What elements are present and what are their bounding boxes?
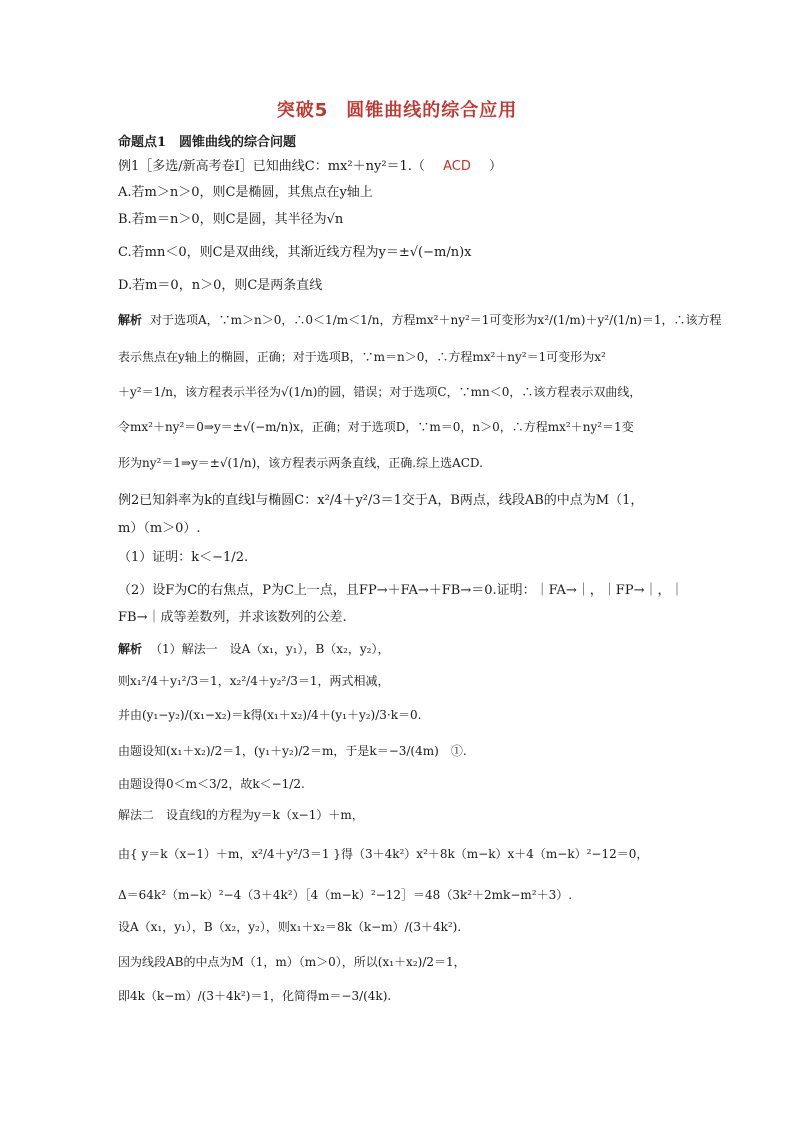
title-prefix: 突破5 — [276, 100, 329, 121]
solution-2-line-3: 并由(y₁−y₂)/(x₁−x₂)＝k得(x₁＋x₂)/4＋(y₁＋y₂)/3·k＝0. — [118, 708, 422, 722]
solution-1-line-5: 形为ny²＝1⇒y＝±√(1/n)，该方程表示两条直线，正确.综上选ACD. — [118, 456, 483, 470]
solution-2-line-6: 解法二 设直线l的方程为y＝k（x−1）＋m， — [118, 808, 364, 822]
option-a: A.若m＞n＞0，则C是椭圆，其焦点在y轴上 — [118, 185, 373, 200]
solution-2-line-9: 设A（x₁，y₁），B（x₂，y₂），则x₁＋x₂＝8k（k−m）/(3＋4k²). — [118, 920, 462, 934]
solution-2-line-5: 由题设得0＜m＜3/2，故k＜−1/2. — [118, 777, 305, 791]
topic-heading: 命题点1 圆锥曲线的综合问题 — [118, 135, 297, 150]
solution-2-line-7: 由{ y＝k（x−1）＋m，x²/4＋y²/3＝1 }得（3＋4k²）x²＋8k（m−k）x＋4（m−k）²−12＝0， — [118, 847, 649, 861]
example-1-stem — [118, 158, 678, 176]
solution-1-text-1: 对于选项A，∵m＞n＞0，∴0＜1/m＜1/n，方程mx²＋ny²＝1可变形为x²/(1/m)＋y²/(1/n)＝1，∴该方程 — [150, 313, 722, 327]
example-2-stem-1: 例2已知斜率为k的直线l与椭圆C：x²/4＋y²/3＝1交于A，B两点，线段AB的中点为M（1， — [118, 493, 644, 508]
solution-1-line-1 — [118, 311, 722, 329]
title-main: 圆锥曲线的综合应用 — [346, 100, 518, 121]
solution-label: 解析 — [118, 313, 143, 327]
example-2-part-2-line-1: （2）设F为C的右焦点，P为C上一点，且FP→＋FA→＋FB→＝0.证明：｜FA→｜，｜FP→｜，｜ — [118, 583, 684, 598]
solution-2-line-1 — [118, 640, 678, 658]
example-1-bracket-close: ） — [488, 159, 502, 174]
example-2-stem-2: m）（m＞0）. — [118, 521, 201, 536]
option-d: D.若m＝0，n＞0，则C是两条直线 — [118, 278, 323, 293]
example-1-answer: ACD — [443, 159, 471, 174]
solution-1-line-3: ＋y²＝1/n，该方程表示半径为√(1/n)的圆，错误；对于选项C，∵mn＜0，∴该方程表示双曲线， — [118, 385, 642, 399]
page-title — [0, 96, 794, 122]
example-2-part-1: （1）证明：k＜−1/2. — [118, 550, 249, 565]
solution-2-line-4: 由题设知(x₁＋x₂)/2＝1，(y₁＋y₂)/2＝m，于是k＝−3/(4m) ①. — [118, 744, 467, 758]
example-1-question: 例1［多选/新高考卷Ⅰ］已知曲线C：mx²＋ny²＝1.（ — [118, 159, 425, 174]
solution-2-text-1: （1）解法一 设A（x₁，y₁），B（x₂，y₂）， — [150, 642, 390, 656]
solution-2-line-2: 则x₁²/4＋y₁²/3＝1，x₂²/4＋y₂²/3＝1，两式相减， — [118, 674, 390, 688]
solution-label-2: 解析 — [118, 642, 143, 656]
solution-2-line-10: 因为线段AB的中点为M（1，m）（m＞0），所以(x₁＋x₂)/2＝1， — [118, 955, 466, 969]
solution-1-line-4: 令mx²＋ny²＝0⇒y＝±√(−m/n)x，正确；对于选项D，∵m＝0，n＞0，∴方程mx²＋ny²＝1变 — [118, 420, 634, 434]
option-b: B.若m＝n＞0，则C是圆，其半径为√n — [118, 212, 344, 227]
example-2-part-2-line-2: FB→｜成等差数列，并求该数列的公差. — [118, 610, 347, 625]
option-c: C.若mn＜0，则C是双曲线，其渐近线方程为y＝±√(−m/n)x — [118, 245, 472, 260]
solution-1-line-2: 表示焦点在y轴上的椭圆，正确；对于选项B，∵m＝n＞0，∴方程mx²＋ny²＝1可变形为x² — [118, 350, 606, 364]
solution-2-line-8: Δ＝64k²（m−k）²−4（3＋4k²）［4（m−k）²−12］＝48（3k²＋2mk−m²＋3）. — [118, 888, 573, 902]
solution-2-line-11: 即4k（k−m）/(3＋4k²)＝1，化简得m＝−3/(4k). — [118, 989, 392, 1003]
